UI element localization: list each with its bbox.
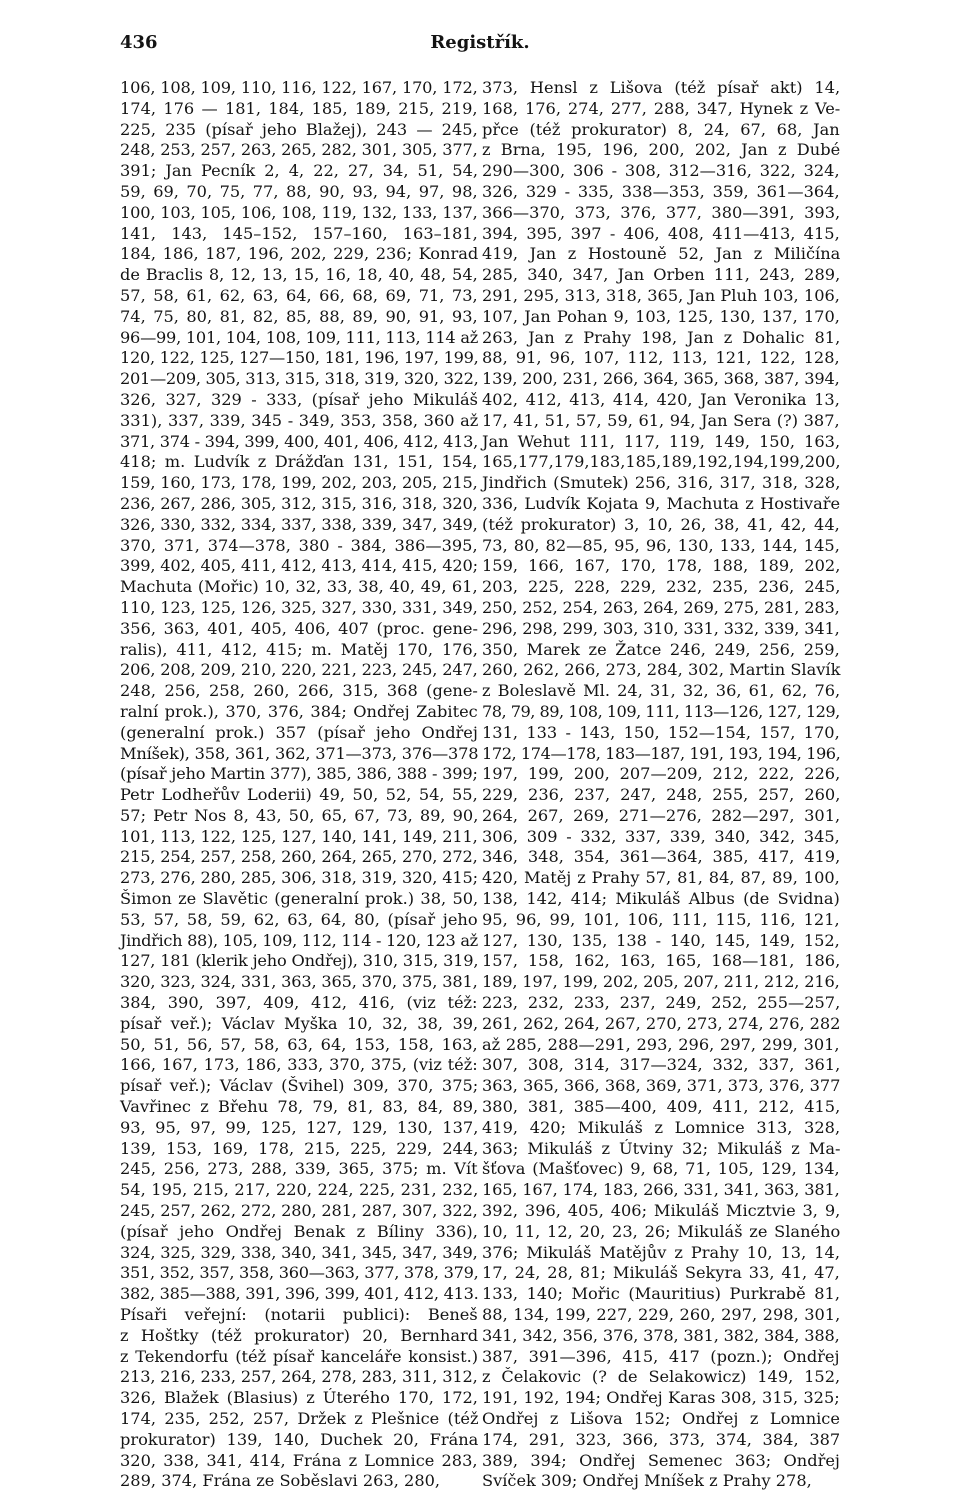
text-line: 57, 58, 61, 62, 63, 64, 66, 68, 69, 71, 73, xyxy=(120,285,478,305)
text-line: 307, 308, 314, 317—324, 332, 337, 361, xyxy=(482,1055,841,1075)
text-line: 420, Matěj z Prahy 57, 81, 84, 87, 89, 100, xyxy=(482,868,840,888)
text-line: 273, 276, 280, 285, 306, 318, 319, 320, 415; xyxy=(120,868,478,888)
text-line: 157, 158, 162, 163, 165, 168—181, 186, xyxy=(482,951,841,971)
text-line: 225, 235 (písař jeho Blažej), 243 — 245, xyxy=(120,119,478,139)
text-line: 399, 402, 405, 411, 412, 413, 414, 415, 420; xyxy=(120,556,478,576)
text-line: 127, 130, 135, 138 - 140, 145, 149, 152, xyxy=(482,930,840,950)
text-line: 191, 192, 194; Ondřej Karas 308, 315, 325; xyxy=(482,1388,840,1408)
text-line: prokurator) 139, 140, Duchek 20, Frána xyxy=(120,1429,479,1449)
text-line: z Hoštky (též prokurator) 20, Bernhard xyxy=(120,1325,479,1345)
text-line: (též prokurator) 3, 10, 26, 38, 41, 42, 44, xyxy=(482,514,840,534)
text-line: 351, 352, 357, 358, 360—363, 377, 378, 379, xyxy=(120,1263,479,1283)
text-line: 260, 262, 266, 273, 284, 302, Martin Slavík xyxy=(482,660,841,680)
text-line: 141, 143, 145–152, 157–160, 163–181, xyxy=(120,223,478,243)
text-line: 100, 103, 105, 106, 108, 119, 132, 133, 137, xyxy=(120,202,478,222)
text-line: 206, 208, 209, 210, 220, 221, 223, 245, 247, xyxy=(120,660,478,680)
text-line: 139, 200, 231, 266, 364, 365, 368, 387, 394, xyxy=(482,369,840,389)
text-line: 223, 232, 233, 237, 249, 252, 255—257, xyxy=(482,993,841,1013)
text-line: 184, 186, 187, 196, 202, 229, 236; Konrad xyxy=(120,244,479,264)
text-line: Svíček 309; Ondřej Mníšek z Prahy 278, xyxy=(482,1471,812,1491)
text-line: 326, 327, 329 - 333, (písař jeho Mikuláš xyxy=(120,389,478,409)
text-line: 324, 325, 329, 338, 340, 341, 345, 347, 349, xyxy=(120,1242,478,1262)
text-line: 203, 225, 228, 229, 232, 235, 236, 245, xyxy=(482,577,841,597)
page-header xyxy=(120,32,840,62)
text-line: 189, 197, 199, 202, 205, 207, 211, 212, 216, xyxy=(482,972,840,992)
text-line: 165,177,179,183,185,189,192,194,199,200, xyxy=(482,452,841,472)
text-line: 387, 391—396, 415, 417 (pozn.); Ondřej xyxy=(482,1346,840,1366)
text-line: 54, 195, 215, 217, 220, 224, 225, 231, 232, xyxy=(120,1180,479,1200)
text-line: Písaři veřejní: (notarii publici): Beneš xyxy=(120,1305,478,1325)
text-line: 17, 24, 28, 81; Mikuláš Sekyra 33, 41, 47, xyxy=(482,1263,840,1283)
text-line: (písař jeho Martin 377), 385, 386, 388 - 399; xyxy=(120,764,478,784)
text-line: 320, 323, 324, 331, 363, 365, 370, 375, 381, xyxy=(120,972,478,992)
text-line: 110, 123, 125, 126, 325, 327, 330, 331, 349, xyxy=(120,597,478,617)
text-line: písař veř.); Václav Myška 10, 32, 38, 39, xyxy=(120,1013,479,1033)
text-line: 382, 385—388, 391, 396, 399, 401, 412, 413. xyxy=(120,1284,479,1304)
text-line: 88, 134, 199, 227, 229, 260, 297, 298, 301, xyxy=(482,1305,841,1325)
text-line: 373, Hensl z Lišova (též písař akt) 14, xyxy=(482,78,841,97)
text-line: 306, 309 - 332, 337, 339, 340, 342, 345, xyxy=(482,826,840,846)
text-line: Ondřej z Lišova 152; Ondřej z Lomnice xyxy=(482,1409,840,1428)
text-line: 350, Marek ze Žatce 246, 249, 256, 259, xyxy=(482,639,840,659)
text-line: 229, 236, 237, 247, 248, 255, 257, 260, xyxy=(482,785,841,805)
text-line: 370, 371, 374—378, 380 - 384, 386—395, xyxy=(120,535,478,555)
text-line: z Tekendorfu (též písař kanceláře konsist.) xyxy=(120,1346,479,1366)
text-line: 336, Ludvík Kojata 9, Machuta z Hostivaře xyxy=(482,493,841,513)
text-line: 380, 381, 385—400, 409, 411, 212, 415, xyxy=(482,1097,841,1117)
text-line: de Braclis 8, 12, 13, 15, 16, 18, 40, 48, 54, xyxy=(120,265,478,285)
text-line: 53, 57, 58, 59, 62, 63, 64, 80, (písař jeho xyxy=(120,909,478,929)
text-line: 168, 176, 274, 277, 288, 347, Hynek z Ve- xyxy=(482,98,841,118)
text-line: 419, Jan z Hostouně 52, Jan z Miličína xyxy=(482,244,841,264)
text-line: 57; Petr Nos 8, 43, 50, 65, 67, 73, 89, 90, xyxy=(120,805,479,825)
text-line: 331), 337, 339, 345 - 349, 353, 358, 360 až xyxy=(120,410,479,430)
text-line: 402, 412, 413, 414, 420, Jan Veronika 13, xyxy=(482,389,840,409)
text-line: 172, 174—178, 183—187, 191, 193, 194, 196, xyxy=(482,743,841,763)
text-line: (písař jeho Ondřej Benak z Bíliny 336), xyxy=(120,1221,478,1241)
text-line: 120, 122, 125, 127—150, 181, 196, 197, 199, xyxy=(120,348,479,368)
text-line: 174, 291, 323, 366, 373, 374, 384, 387 xyxy=(482,1429,841,1449)
text-line: 366—370, 373, 376, 377, 380—391, 393, xyxy=(482,202,841,222)
text-line: 133, 140; Mořic (Mauritius) Purkrabě 81, xyxy=(482,1284,840,1304)
text-line: Vavřinec z Břehu 78, 79, 81, 83, 84, 89, xyxy=(120,1097,479,1117)
text-line: 389, 394; Ondřej Semenec 363; Ondřej xyxy=(482,1450,840,1470)
text-line: 215, 254, 257, 258, 260, 264, 265, 270, 272, xyxy=(120,847,478,867)
text-line: 290—300, 306 - 308, 312—316, 322, 324, xyxy=(482,161,840,181)
text-line: 139, 153, 169, 178, 215, 225, 229, 244, xyxy=(120,1138,479,1158)
text-line: 236, 267, 286, 305, 312, 315, 316, 318, 320, xyxy=(120,493,478,513)
text-line: 363, 365, 366, 368, 369, 371, 373, 376, 377 xyxy=(482,1076,841,1096)
text-line: 159, 160, 173, 178, 199, 202, 203, 205, 215, xyxy=(120,473,478,493)
text-line: 197, 199, 200, 207—209, 212, 222, 226, xyxy=(482,764,841,784)
text-line: Petr Lodheřův Loderii) 49, 50, 52, 54, 55, xyxy=(120,785,478,805)
text-line: přce (též prokurator) 8, 24, 67, 68, Jan xyxy=(482,119,840,139)
text-line: 296, 298, 299, 303, 310, 331, 332, 339, 341, xyxy=(482,618,840,638)
text-line: Machuta (Mořic) 10, 32, 33, 38, 40, 49, 61, xyxy=(120,577,478,597)
text-line: Šimon ze Slavětic (generalní prok.) 38, 50, xyxy=(120,889,479,909)
text-line: 88, 91, 96, 107, 112, 113, 121, 122, 128, xyxy=(482,348,840,368)
text-line: 326, 330, 332, 334, 337, 338, 339, 347, 349, xyxy=(120,514,478,534)
text-line: 419, 420; Mikuláš z Lomnice 313, 328, xyxy=(482,1117,841,1137)
text-line: Jindřich (Smutek) 256, 316, 317, 318, 328, xyxy=(482,473,841,493)
text-line: 291, 295, 313, 318, 365, Jan Pluh 103, 106, xyxy=(482,285,840,305)
running-title: Registřík. xyxy=(430,32,530,53)
text-line: (generalní prok.) 357 (písař jeho Ondřej xyxy=(120,722,478,742)
text-line: 356, 363, 401, 405, 406, 407 (proc. gene- xyxy=(120,618,478,638)
text-line: 245, 256, 273, 288, 339, 365, 375; m. Vít xyxy=(120,1159,478,1179)
page-number: 436 xyxy=(120,32,158,53)
text-line: 418; m. Ludvík z Drážďan 131, 151, 154, xyxy=(120,452,478,472)
text-line: 10, 11, 12, 20, 23, 26; Mikuláš ze Slaného xyxy=(482,1221,841,1241)
text-line: 326, 329 - 335, 338—353, 359, 361—364, xyxy=(482,181,840,201)
text-line: 166, 167, 173, 186, 333, 370, 375, (viz též: xyxy=(120,1055,478,1075)
text-line: 50, 51, 56, 57, 58, 63, 64, 153, 158, 163, xyxy=(120,1034,478,1054)
text-line: 250, 252, 254, 263, 264, 269, 275, 281, 283, xyxy=(482,597,840,617)
text-line: 138, 142, 414; Mikuláš Albus (de Svidna) xyxy=(482,889,840,909)
right-column xyxy=(482,78,840,1492)
text-line: 95, 96, 99, 101, 106, 111, 115, 116, 121, xyxy=(482,909,840,929)
text-line: 174, 235, 252, 257, Držek z Plešnice (též xyxy=(120,1409,479,1428)
text-line: až 285, 288—291, 293, 296, 297, 299, 301, xyxy=(482,1034,840,1054)
text-line: ralní prok.), 370, 376, 384; Ondřej Zabitec xyxy=(120,701,478,721)
text-line: 96—99, 101, 104, 108, 109, 111, 113, 114 až xyxy=(120,327,479,347)
text-line: 320, 338, 341, 414, Frána z Lomnice 283, xyxy=(120,1450,478,1470)
text-line: 106, 108, 109, 110, 116, 122, 167, 170, 172, xyxy=(120,78,478,97)
text-line: 213, 216, 233, 257, 264, 278, 283, 311, 312, xyxy=(120,1367,478,1387)
text-line: z Brna, 195, 196, 200, 202, Jan z Dubé xyxy=(482,140,841,160)
text-line: písař veř.); Václav (Švihel) 309, 370, 375; xyxy=(120,1076,479,1096)
text-line: 391; Jan Pecník 2, 4, 22, 27, 34, 51, 54, xyxy=(120,161,479,181)
text-line: 73, 80, 82—85, 95, 96, 130, 133, 144, 145, xyxy=(482,535,840,555)
text-line: 201—209, 305, 313, 315, 318, 319, 320, 322, xyxy=(120,369,479,389)
text-line: 245, 257, 262, 272, 280, 281, 287, 307, 322, xyxy=(120,1201,478,1221)
text-line: 376; Mikuláš Matějův z Prahy 10, 13, 14, xyxy=(482,1242,841,1262)
text-line: 174, 176 — 181, 184, 185, 189, 215, 219, xyxy=(120,98,478,118)
text-line: z Čelakovic (? de Selakowicz) 149, 152, xyxy=(482,1367,841,1387)
text-line: 261, 262, 264, 267, 270, 273, 274, 276, 282 xyxy=(482,1013,841,1033)
text-line: 101, 113, 122, 125, 127, 140, 141, 149, 211, xyxy=(120,826,478,846)
text-line: 78, 79, 89, 108, 109, 111, 113—126, 127, 129, xyxy=(482,701,840,721)
text-line: 131, 133 - 143, 150, 152—154, 157, 170, xyxy=(482,722,840,742)
text-line: Jindřich 88), 105, 109, 112, 114 - 120, 123 až xyxy=(120,930,478,950)
text-line: 59, 69, 70, 75, 77, 88, 90, 93, 94, 97, 98, xyxy=(120,181,478,201)
text-line: 289, 374, Frána ze Soběslavi 263, 280, xyxy=(120,1471,441,1491)
text-line: šťova (Mašťovec) 9, 68, 71, 105, 129, 134, xyxy=(482,1159,840,1179)
text-line: 263, Jan z Prahy 198, Jan z Dohalic 81, xyxy=(482,327,841,347)
text-line: 165, 167, 174, 183, 266, 331, 341, 363, 381, xyxy=(482,1180,840,1200)
text-line: 384, 390, 397, 409, 412, 416, (viz též: xyxy=(120,993,478,1013)
text-line: 248, 253, 257, 263, 265, 282, 301, 305, 377, xyxy=(120,140,478,160)
text-line: 363; Mikuláš z Útviny 32; Mikuláš z Ma- xyxy=(482,1138,841,1158)
text-line: 264, 267, 269, 271—276, 282—297, 301, xyxy=(482,805,841,825)
text-line: 127, 181 (klerik jeho Ondřej), 310, 315, 319, xyxy=(120,951,479,971)
text-line: 17, 41, 51, 57, 59, 61, 94, Jan Sera (?) 387, xyxy=(482,410,840,430)
text-line: Mníšek), 358, 361, 362, 371—373, 376—378 xyxy=(120,743,479,763)
text-line: 326, Blažek (Blasius) z Úterého 170, 172, xyxy=(120,1388,478,1408)
text-line: 159, 166, 167, 170, 178, 188, 189, 202, xyxy=(482,556,841,576)
text-line: ralis), 411, 412, 415; m. Matěj 170, 176, xyxy=(120,639,478,659)
text-line: 394, 395, 397 - 406, 408, 411—413, 415, xyxy=(482,223,840,243)
text-line: 392, 396, 405, 406; Mikuláš Micztvie 3, 9, xyxy=(482,1201,841,1221)
text-line: 285, 340, 347, Jan Orben 111, 243, 289, xyxy=(482,265,841,285)
text-line: 107, Jan Pohan 9, 103, 125, 130, 137, 170, xyxy=(482,306,840,326)
text-line: 248, 256, 258, 260, 266, 315, 368 (gene- xyxy=(120,681,478,701)
text-line: 341, 342, 356, 376, 378, 381, 382, 384, 388, xyxy=(482,1325,840,1345)
text-line: 93, 95, 97, 99, 125, 127, 129, 130, 137, xyxy=(120,1117,479,1137)
text-line: 74, 75, 80, 81, 82, 85, 88, 89, 90, 91, 93, xyxy=(120,306,478,326)
text-line: 346, 348, 354, 361—364, 385, 417, 419, xyxy=(482,847,841,867)
left-column xyxy=(120,78,478,1492)
text-line: z Boleslavě Ml. 24, 31, 32, 36, 61, 62, 76, xyxy=(482,681,841,701)
text-line: 371, 374 - 394, 399, 400, 401, 406, 412, 413, xyxy=(120,431,479,451)
text-line: Jan Wehut 111, 117, 119, 149, 150, 163, xyxy=(482,431,841,451)
